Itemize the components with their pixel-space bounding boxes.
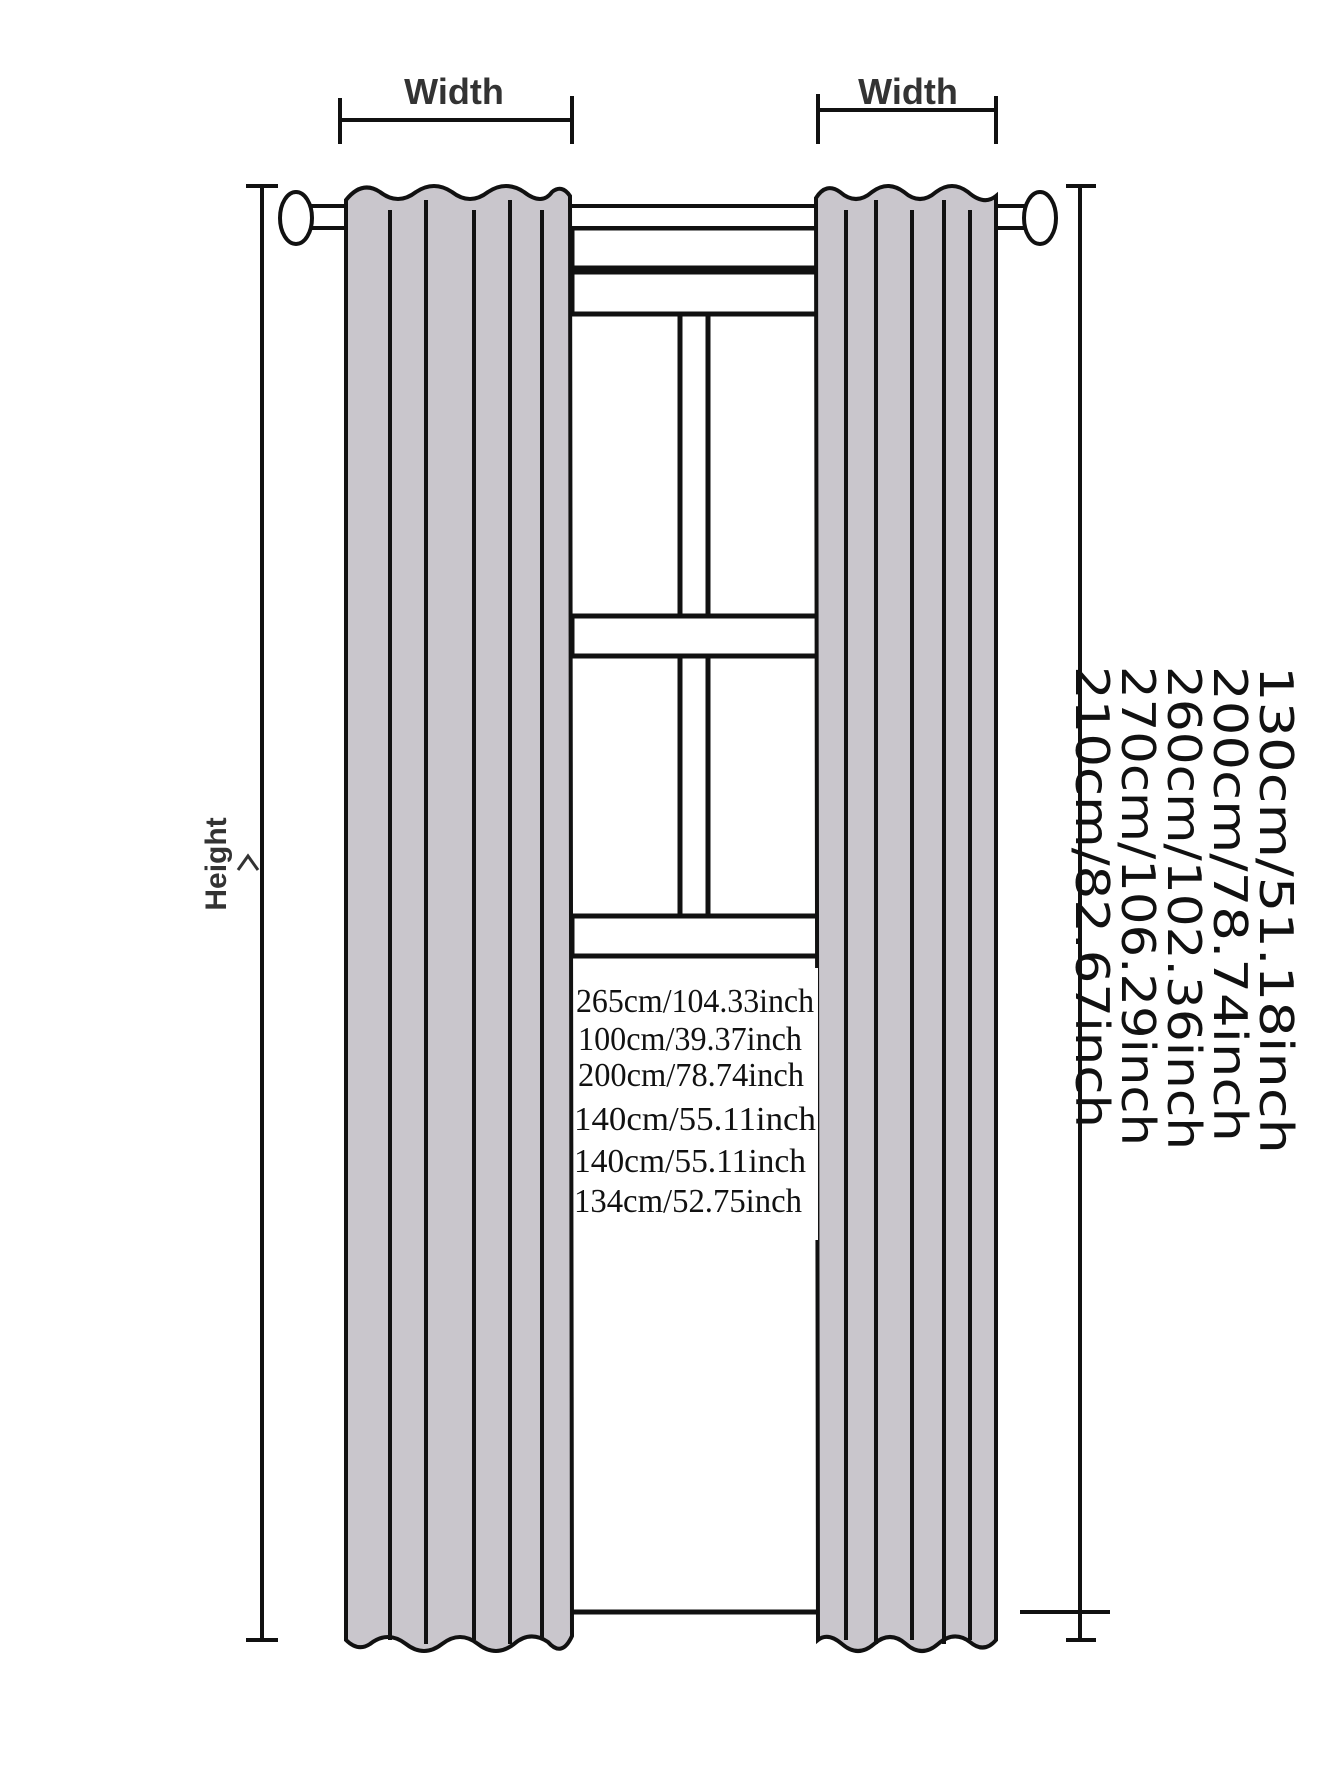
size-label-center-6: 134cm/52.75inch (574, 1183, 802, 1220)
size-list-right (1065, 666, 1303, 1154)
size-label-center-5: 140cm/55.11inch (574, 1143, 806, 1180)
size-list-center (574, 983, 816, 1220)
size-label-right-1: 130cm/51.18inch (1249, 666, 1303, 1068)
size-label-center-3: 200cm/78.74inch (578, 1057, 804, 1094)
window-frame (572, 228, 818, 956)
size-label-center-4: 140cm/55.11inch (574, 1101, 816, 1138)
size-label-right-4: 270cm/106.29inch (1111, 666, 1165, 1097)
curtain-panel-left (346, 186, 572, 1651)
height-dimension-line (246, 186, 278, 1640)
size-label-center-1: 265cm/104.33inch (576, 983, 814, 1020)
width-label-left: Width (404, 71, 504, 112)
size-label-right-3: 260cm/102.36inch (1157, 666, 1211, 1097)
size-label-right-2: 200cm/78.74inch (1203, 666, 1257, 1068)
chevron-up-icon (238, 856, 258, 870)
curtain-panel-right (816, 186, 996, 1651)
width-label-right: Width (858, 71, 958, 112)
size-label-center-2: 100cm/39.37inch (578, 1021, 802, 1058)
size-label-right-5: 210cm/82.67inch (1065, 666, 1119, 1068)
height-label: Height (200, 817, 233, 911)
